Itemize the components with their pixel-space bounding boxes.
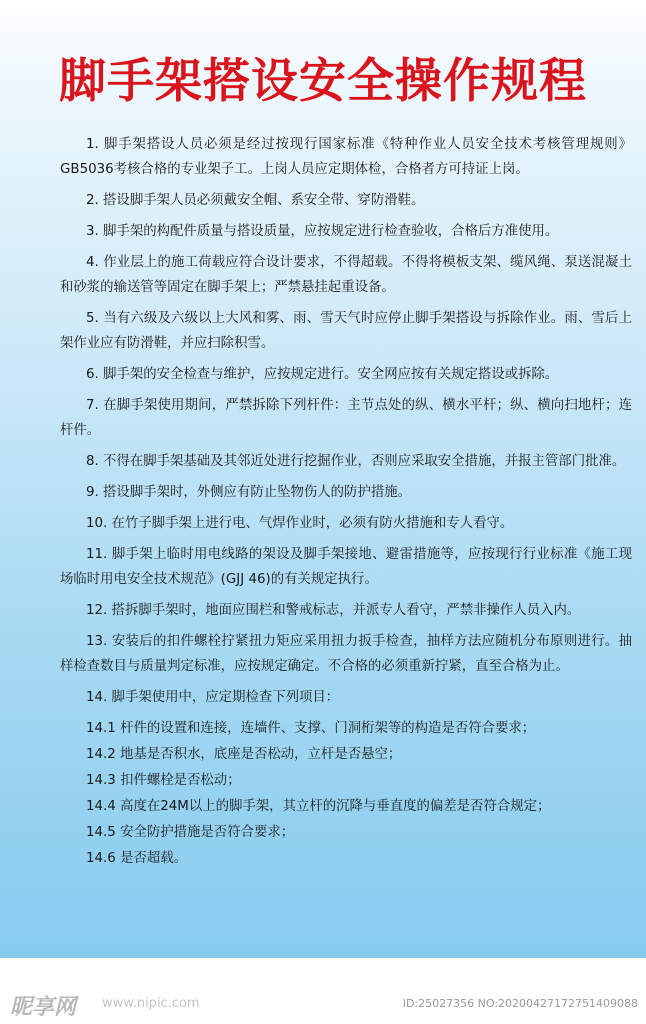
rule-item-7: 7. 在脚手架使用期间，严禁拆除下列杆件：主节点处的纵、横水平杆；纵、横向扫地杆；连杆件。 xyxy=(60,398,632,438)
rule-item-9: 9. 搭设脚手架时，外侧应有防止坠物伤人的防护措施。 xyxy=(86,485,412,500)
rule-subitem-14-2: 14.2 地基是否积水，底座是否松动，立杆是否悬空； xyxy=(86,747,402,762)
rule-subitem-14-4: 14.4 高度在24M以上的脚手架，其立杆的沉降与垂直度的偏差是否符合规定； xyxy=(86,799,551,814)
rule-item-5: 5. 当有六级及六级以上大风和雾、雨、雪天气时应停止脚手架搭设与拆除作业。雨、雪后上架作业应有防滑鞋，并应扫除积雪。 xyxy=(60,311,632,351)
rule-item-3: 3. 脚手架的构配件质量与搭设质量，应按规定进行检查验收，合格后方准使用。 xyxy=(86,224,559,239)
rule-item-10: 10. 在竹子脚手架上进行电、气焊作业时，必须有防火措施和专人看守。 xyxy=(86,516,514,531)
rule-item-11: 11. 脚手架上临时用电线路的架设及脚手架接地、避雷措施等，应按现行行业标准《施工现场临时用电安全技术规范》(GJJ 46)的有关规定执行。 xyxy=(60,547,632,587)
page-title: 脚手架搭设安全操作规程 xyxy=(59,54,587,109)
rule-subitem-14-3: 14.3 扣件螺栓是否松动； xyxy=(86,773,241,788)
rule-item-2: 2. 搭设脚手架人员必须戴安全帽、系安全带、穿防滑鞋。 xyxy=(86,193,425,208)
rule-subitem-14-6: 14.6 是否超载。 xyxy=(86,851,188,866)
rule-item-12: 12. 搭拆脚手架时，地面应围栏和警戒标志，并派专人看守，严禁非操作人员入内。 xyxy=(86,603,581,618)
rule-subitem-14-5: 14.5 安全防护措施是否符合要求； xyxy=(86,825,295,840)
rule-item-13: 13. 安装后的扣件螺栓拧紧扭力矩应采用扭力扳手检查，抽样方法应随机分布原则进行。抽样检查数目与质量判定标准，应按规定确定。不合格的必须重新拧紧，直至合格为止。 xyxy=(60,634,632,674)
rule-item-6: 6. 脚手架的安全检查与维护，应按规定进行。安全网应按有关规定搭设或拆除。 xyxy=(86,367,559,382)
rule-item-8: 8. 不得在脚手架基础及其邻近处进行挖掘作业，否则应采取安全措施，并报主管部门批准。 xyxy=(86,454,626,469)
rule-item-14: 14. 脚手架使用中，应定期检查下列项目： xyxy=(86,690,340,705)
watermark-id: ID:25027356 NO:20200427172751409088 xyxy=(402,997,638,1010)
rules-list xyxy=(60,132,632,872)
watermark-url: www.nipic.com xyxy=(102,996,200,1011)
watermark-logo: 昵享网 xyxy=(10,994,77,1020)
rule-item-4: 4. 作业层上的施工荷载应符合设计要求，不得超载。不得将模板支架、缆风绳、泵送混凝土和砂浆的输送管等固定在脚手架上；严禁悬挂起重设备。 xyxy=(60,255,632,295)
rule-subitem-14-1: 14.1 杆件的设置和连接，连墙件、支撑、门洞桁架等的构造是否符合要求； xyxy=(86,721,536,736)
rule-item-1: 1. 脚手架搭设人员必须是经过按现行国家标准《特种作业人员安全技术考核管理规则》GB5036考核合格的专业架子工。上岗人员应定期体检，合格者方可持证上岗。 xyxy=(60,137,632,177)
